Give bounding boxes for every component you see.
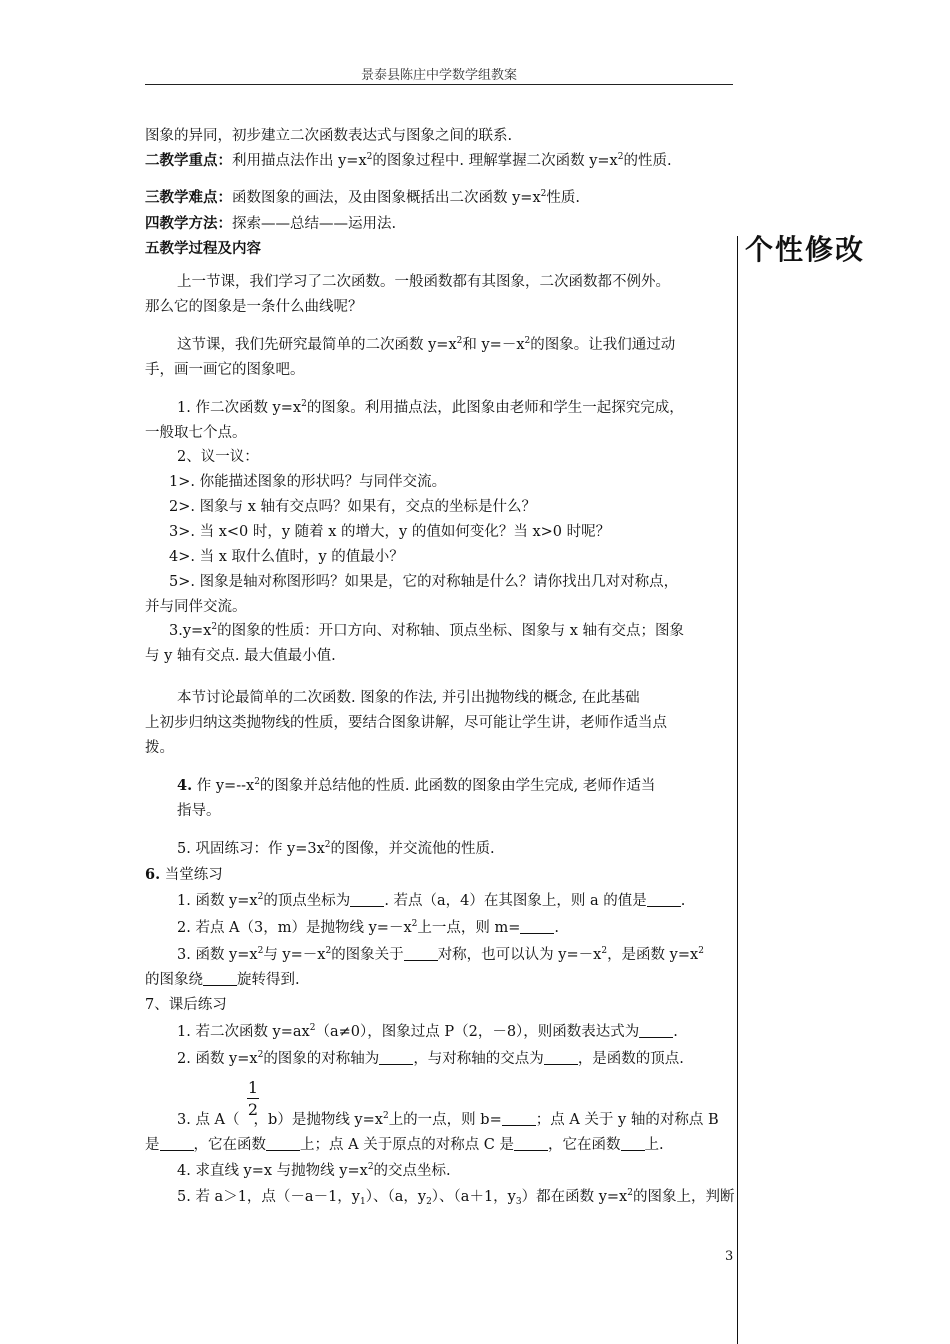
exercise-3: 3. 函数 $y=x^2$与 $y=-x^2$的图象关于 对称，也可以认为 $y=-x^2$，是函数 $y=x^2$ bbox=[177, 946, 704, 963]
paragraph-line: 手，画一画它的图象吧。 bbox=[145, 362, 305, 378]
homework-4: 4. 求直线 y=x 与抛物线 $y=x^2$的交点坐标. bbox=[177, 1162, 451, 1179]
fraction-one-half: 1 2 bbox=[247, 1078, 259, 1119]
note-line: 上初步归纳这类抛物线的性质，要结合图象讲解，尽可能让学生讲，老师作适当点 bbox=[145, 715, 667, 731]
teaching-focus: 二教学重点：利用描点法作出 $y=x^2$的图象过程中. 理解掌握二次函数 $y=x^2$的性质. bbox=[145, 152, 672, 169]
step-3-cont: 与 y 轴有交点. 最大值最小值. bbox=[145, 648, 336, 664]
exercise-3-cont: 的图象绕 旋转得到. bbox=[145, 972, 300, 988]
question-2: 2>. 图象与 x 轴有交点吗？如果有，交点的坐标是什么？ bbox=[169, 499, 536, 515]
question-5-cont: 并与同伴交流。 bbox=[145, 599, 247, 615]
teaching-method: 四教学方法：探索——总结——运用法. bbox=[145, 215, 397, 232]
section-label: 二教学重点： bbox=[145, 152, 232, 169]
step-5: 5. 巩固练习：作 $y=3x^2$的图像，并交流他的性质. bbox=[177, 840, 495, 857]
paragraph-line: 这节课，我们先研究最简单的二次函数 $y=x^2$和 $y=-x^2$的图象。让我们通过动 bbox=[177, 336, 676, 353]
step-2: 2、议一议： bbox=[177, 449, 259, 465]
step-3: $3.y=x^2$的图象的性质：开口方向、对称轴、顶点坐标、图象与 x 轴有交点；图象 bbox=[169, 622, 684, 639]
page-number: 3 bbox=[725, 1249, 734, 1264]
note-line: 本节讨论最简单的二次函数. 图象的作法, 并引出抛物线的概念, 在此基础 bbox=[177, 690, 640, 706]
question-3: 3>. 当 x<0 时，y 随着 x 的增大，y 的值如何变化？当 x>0 时呢？ bbox=[169, 524, 611, 540]
question-4: 4>. 当 x 取什么值时，y 的值最小？ bbox=[169, 549, 404, 565]
margin-divider bbox=[737, 236, 738, 1344]
question-1: 1>. 你能描述图象的形状吗？与同伴交流。 bbox=[169, 474, 447, 490]
paragraph-line: 上一节课，我们学习了二次函数。一般函数都有其图象，二次函数都不例外。 bbox=[177, 274, 670, 290]
paragraph-line: 那么它的图象是一条什么曲线呢？ bbox=[145, 299, 363, 315]
note-line: 拨。 bbox=[145, 740, 174, 756]
header-rule bbox=[145, 84, 733, 85]
homework-1: 1. 若二次函数 $y=ax^2(a\ne 0)$，图象过点 P（2，－8），则函数表达式为 . bbox=[177, 1023, 678, 1040]
step-6: 6. 当堂练习 bbox=[145, 866, 223, 883]
step-1-cont: 一般取七个点。 bbox=[145, 425, 247, 441]
side-column-title: 个性修改 bbox=[745, 233, 866, 266]
homework-3-cont: 是 ，它在函数 上；点 A 关于原点的对称点 C 是 ，它在函数 上. bbox=[145, 1137, 664, 1153]
question-5: 5>. 图象是轴对称图形吗？如果是，它的对称轴是什么？请你找出几对对称点， bbox=[169, 574, 679, 590]
step-4-cont: 指导。 bbox=[177, 803, 221, 819]
step-4: 4. 作 $y=--x^2$的图象并总结他的性质. 此函数的图象由学生完成, 老师作适当 bbox=[177, 777, 656, 794]
step-1: 1. 作二次函数 $y=x^2$的图象。利用描点法，此图象由老师和学生一起探究完成， bbox=[177, 399, 684, 416]
section-label: 三教学难点： bbox=[145, 189, 232, 206]
teaching-difficulty: 三教学难点：函数图象的画法，及由图象概括出二次函数 $y=x^2$性质. bbox=[145, 189, 580, 206]
step-7: 7、课后练习 bbox=[145, 997, 227, 1013]
text-line: 图象的异同，初步建立二次函数表达式与图象之间的联系. bbox=[145, 128, 513, 144]
page-header: 景泰县陈庄中学数学组教案 bbox=[360, 68, 517, 83]
homework-3: 3. 点 A（ ，b）是抛物线 $y=x^2$上的一点，则 b= ；点 A 关于 y 轴的对称点 B bbox=[177, 1111, 719, 1128]
homework-2: 2. 函数 $y=x^2$的图象的对称轴为 ，与对称轴的交点为 ，是函数的顶点. bbox=[177, 1050, 684, 1067]
section-heading: 五教学过程及内容 bbox=[145, 240, 261, 257]
exercise-2: 2. 若点 A（3，m）是抛物线 $y=-x^2$上一点，则 m= . bbox=[177, 919, 559, 936]
exercise-1: 1. 函数 $y=x^2$的顶点坐标为 . 若点（a，4）在其图象上，则 a 的值是 . bbox=[177, 892, 686, 909]
homework-5: 5. 若 a＞1，点（－a－1，$y_1$）、（a，$y_2$）、（a＋1，$y_3$）都在函数 $y=x^2$的图象上，判断 bbox=[177, 1188, 735, 1207]
section-label: 四教学方法： bbox=[145, 215, 232, 232]
